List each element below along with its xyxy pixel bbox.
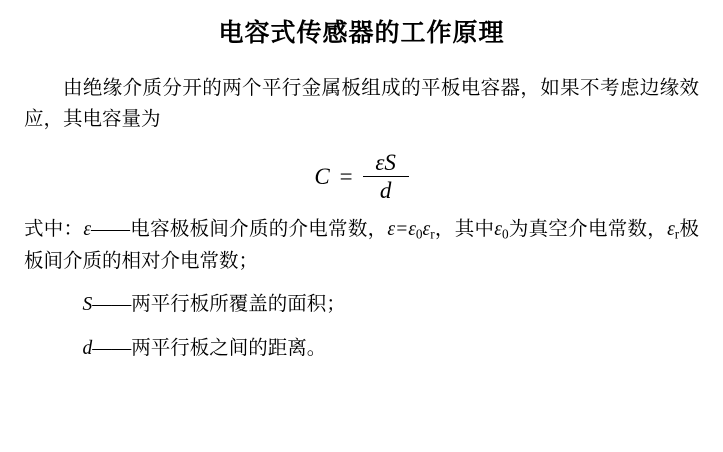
d-text: 两平行板之间的距离。	[131, 337, 327, 359]
formula-lhs: C	[314, 163, 330, 189]
epsilon-text-2: ，其中	[434, 219, 495, 241]
symbol-s: S	[82, 294, 93, 316]
epsilon-text-1: 电容极板间介质的介电常数，	[130, 219, 388, 241]
dash-epsilon: ——	[91, 219, 131, 241]
intro-paragraph: 由绝缘介质分开的两个平行金属板组成的平板电容器，如果不考虑边缘效应，其电容量为	[24, 77, 699, 131]
formula-numerator: εS	[375, 149, 396, 175]
symbol-epsilon: ε	[83, 219, 92, 241]
dash-s: ——	[92, 294, 132, 316]
formula-equals: =	[339, 163, 353, 189]
symbol-epsilon-r: ε	[667, 219, 675, 241]
definition-s	[24, 289, 699, 321]
capacitance-formula	[0, 150, 723, 205]
epsilon-eq-sub-0: 0	[415, 226, 423, 242]
s-text: 两平行板所覆盖的面积；	[131, 294, 346, 316]
formula-denominator: d	[379, 178, 392, 204]
dash-d: ——	[92, 337, 132, 359]
epsilon-0-sub: 0	[501, 226, 509, 242]
formula-expression	[314, 150, 408, 205]
epsilon-r-sub: r	[674, 226, 680, 242]
where-label: 式中：	[24, 219, 84, 241]
formula-fraction	[363, 150, 409, 205]
epsilon-text-3: 为真空介电常数，	[508, 219, 668, 241]
epsilon-eq-sub-r: r	[430, 226, 435, 242]
document-page	[0, 18, 723, 452]
epsilon-eq-mid: ε	[422, 219, 431, 241]
definition-d	[24, 333, 699, 365]
epsilon-equation: ε=ε	[387, 219, 416, 241]
symbol-epsilon-0: ε	[494, 219, 502, 241]
symbol-d: d	[82, 337, 93, 359]
definition-epsilon	[24, 214, 699, 277]
page-title: 电容式传感器的工作原理	[218, 20, 505, 47]
epsilon-text-4: 极板间介质的相对介电常数；	[24, 219, 699, 272]
